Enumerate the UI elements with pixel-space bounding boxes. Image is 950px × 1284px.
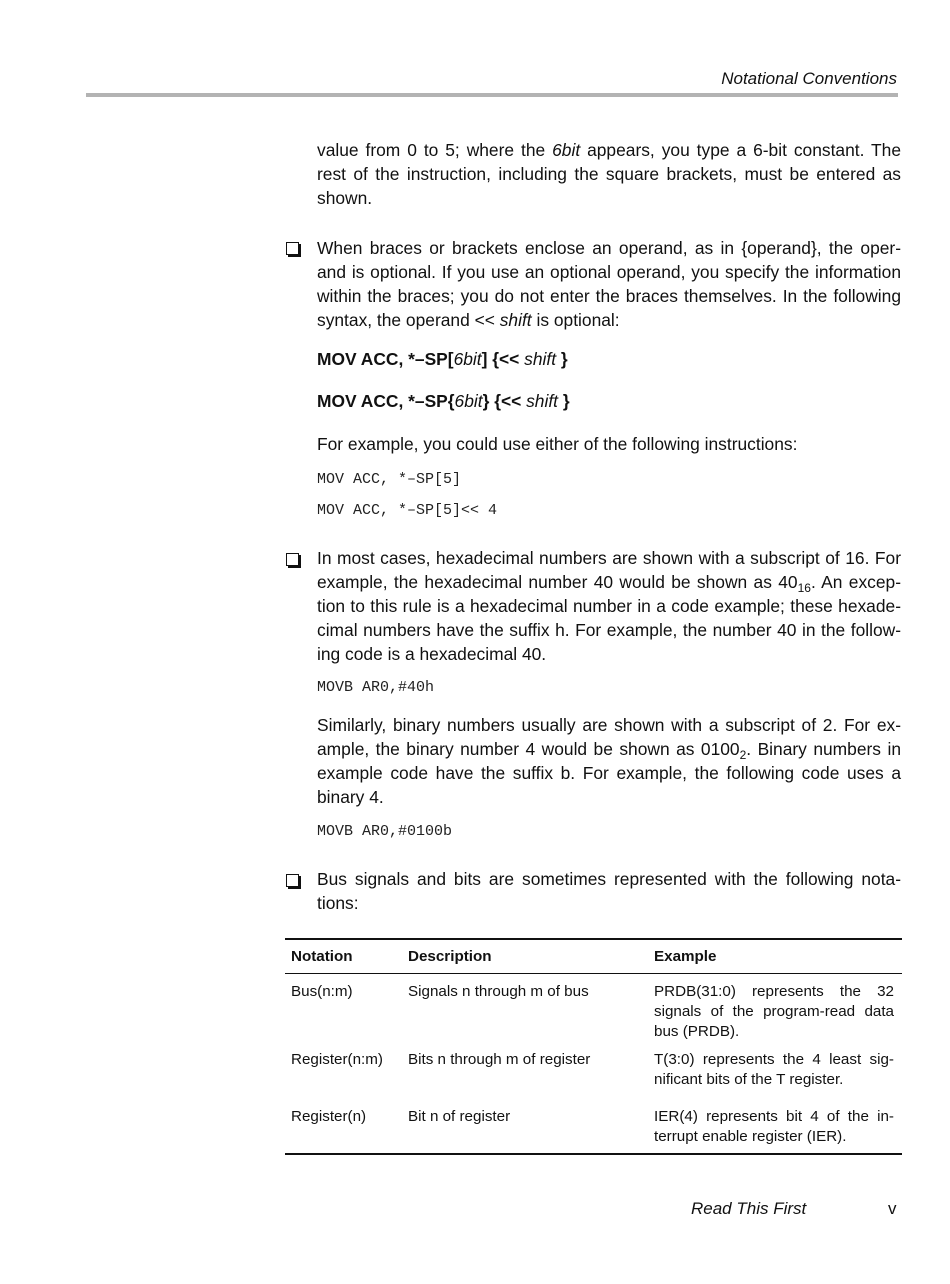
table-cell-description: Bits n through m of register [408,1051,591,1068]
bullet-paragraph-hexadecimal: In most cases, hexadecimal numbers are shown with a subscript of 16. For example, the hexadecimal number 40 would be shown as $40_{16}$. An excep- tion to this rule is a hexadecimal number in a code example; these hexade- cimal numbers have the suffix h. For example, the number 40 in the follow- ing code is a hexadecimal 40. [317,548,901,664]
page-number: v [888,1199,897,1218]
table-row [285,974,902,1050]
code-hex-example: MOVB AR0,#40h [317,679,435,696]
code-example-2: MOV ACC, *–SP[5]<< 4 [317,502,498,519]
running-header: Notational Conventions [721,69,897,88]
continuation-paragraph: value from 0 to 5; where the 6bit appears, you type a 6-bit constant. The rest of the instruction, including the square brackets, must be entered as shown. [317,140,901,208]
table-cell-description: Bit n of register [408,1108,511,1125]
code-binary-example: MOVB AR0,#0100b [317,823,453,840]
bullet-paragraph-bus-signals: Bus signals and bits are sometimes represented with the following nota- tions: [317,869,901,913]
table-cell-description: Signals n through m of bus [408,983,589,1000]
table-header-row [285,940,902,974]
column-header-notation: Notation [291,947,353,965]
header-rule [86,93,898,97]
table-cell-notation: Bus(n:m) [291,983,353,1000]
table-cell-notation: Register(n:m) [291,1051,383,1068]
binary-paragraph: Similarly, binary numbers usually are shown with a subscript of 2. For ex- ample, the binary number 4 would be shown as $0100_2$. Binary numbers in example code have the suffix b. For example, the following code uses a binary 4. [317,715,901,807]
syntax-line-1: MOV ACC, *–SP[6bit] {<< shift } [317,349,568,369]
column-header-example: Example [654,947,717,965]
bullet-paragraph-optional-operand: When braces or brackets enclose an operand, as in {operand}, the oper- and is optional. If you use an optional operand, you specify the information within the braces; you do not enter the braces themselves. In the following syntax, the operand << shift is optional: [317,238,901,330]
table-row [285,1107,902,1153]
table-row [285,1050,902,1107]
bullet-box-icon [286,553,299,566]
column-header-description: Description [408,947,492,965]
table-cell-example: T(3:0) represents the 4 least sig-nificant bits of the T register. [654,1051,894,1088]
table-cell-example: IER(4) represents bit 4 of the in-terrupt enable register (IER). [654,1108,894,1145]
example-intro: For example, you could use either of the following instructions: [317,434,798,454]
table-cell-notation: Register(n) [291,1108,367,1125]
code-example-1: MOV ACC, *–SP[5] [317,471,462,488]
notation-table [285,938,902,1155]
bullet-box-icon [286,242,299,255]
syntax-line-2: MOV ACC, *–SP{6bit} {<< shift } [317,391,570,411]
bullet-box-icon [286,874,299,887]
table-cell-example: PRDB(31:0) represents the 32 signals of the program-read data bus (PRDB). [654,983,894,1040]
footer-chapter-title: Read This First [691,1199,807,1218]
